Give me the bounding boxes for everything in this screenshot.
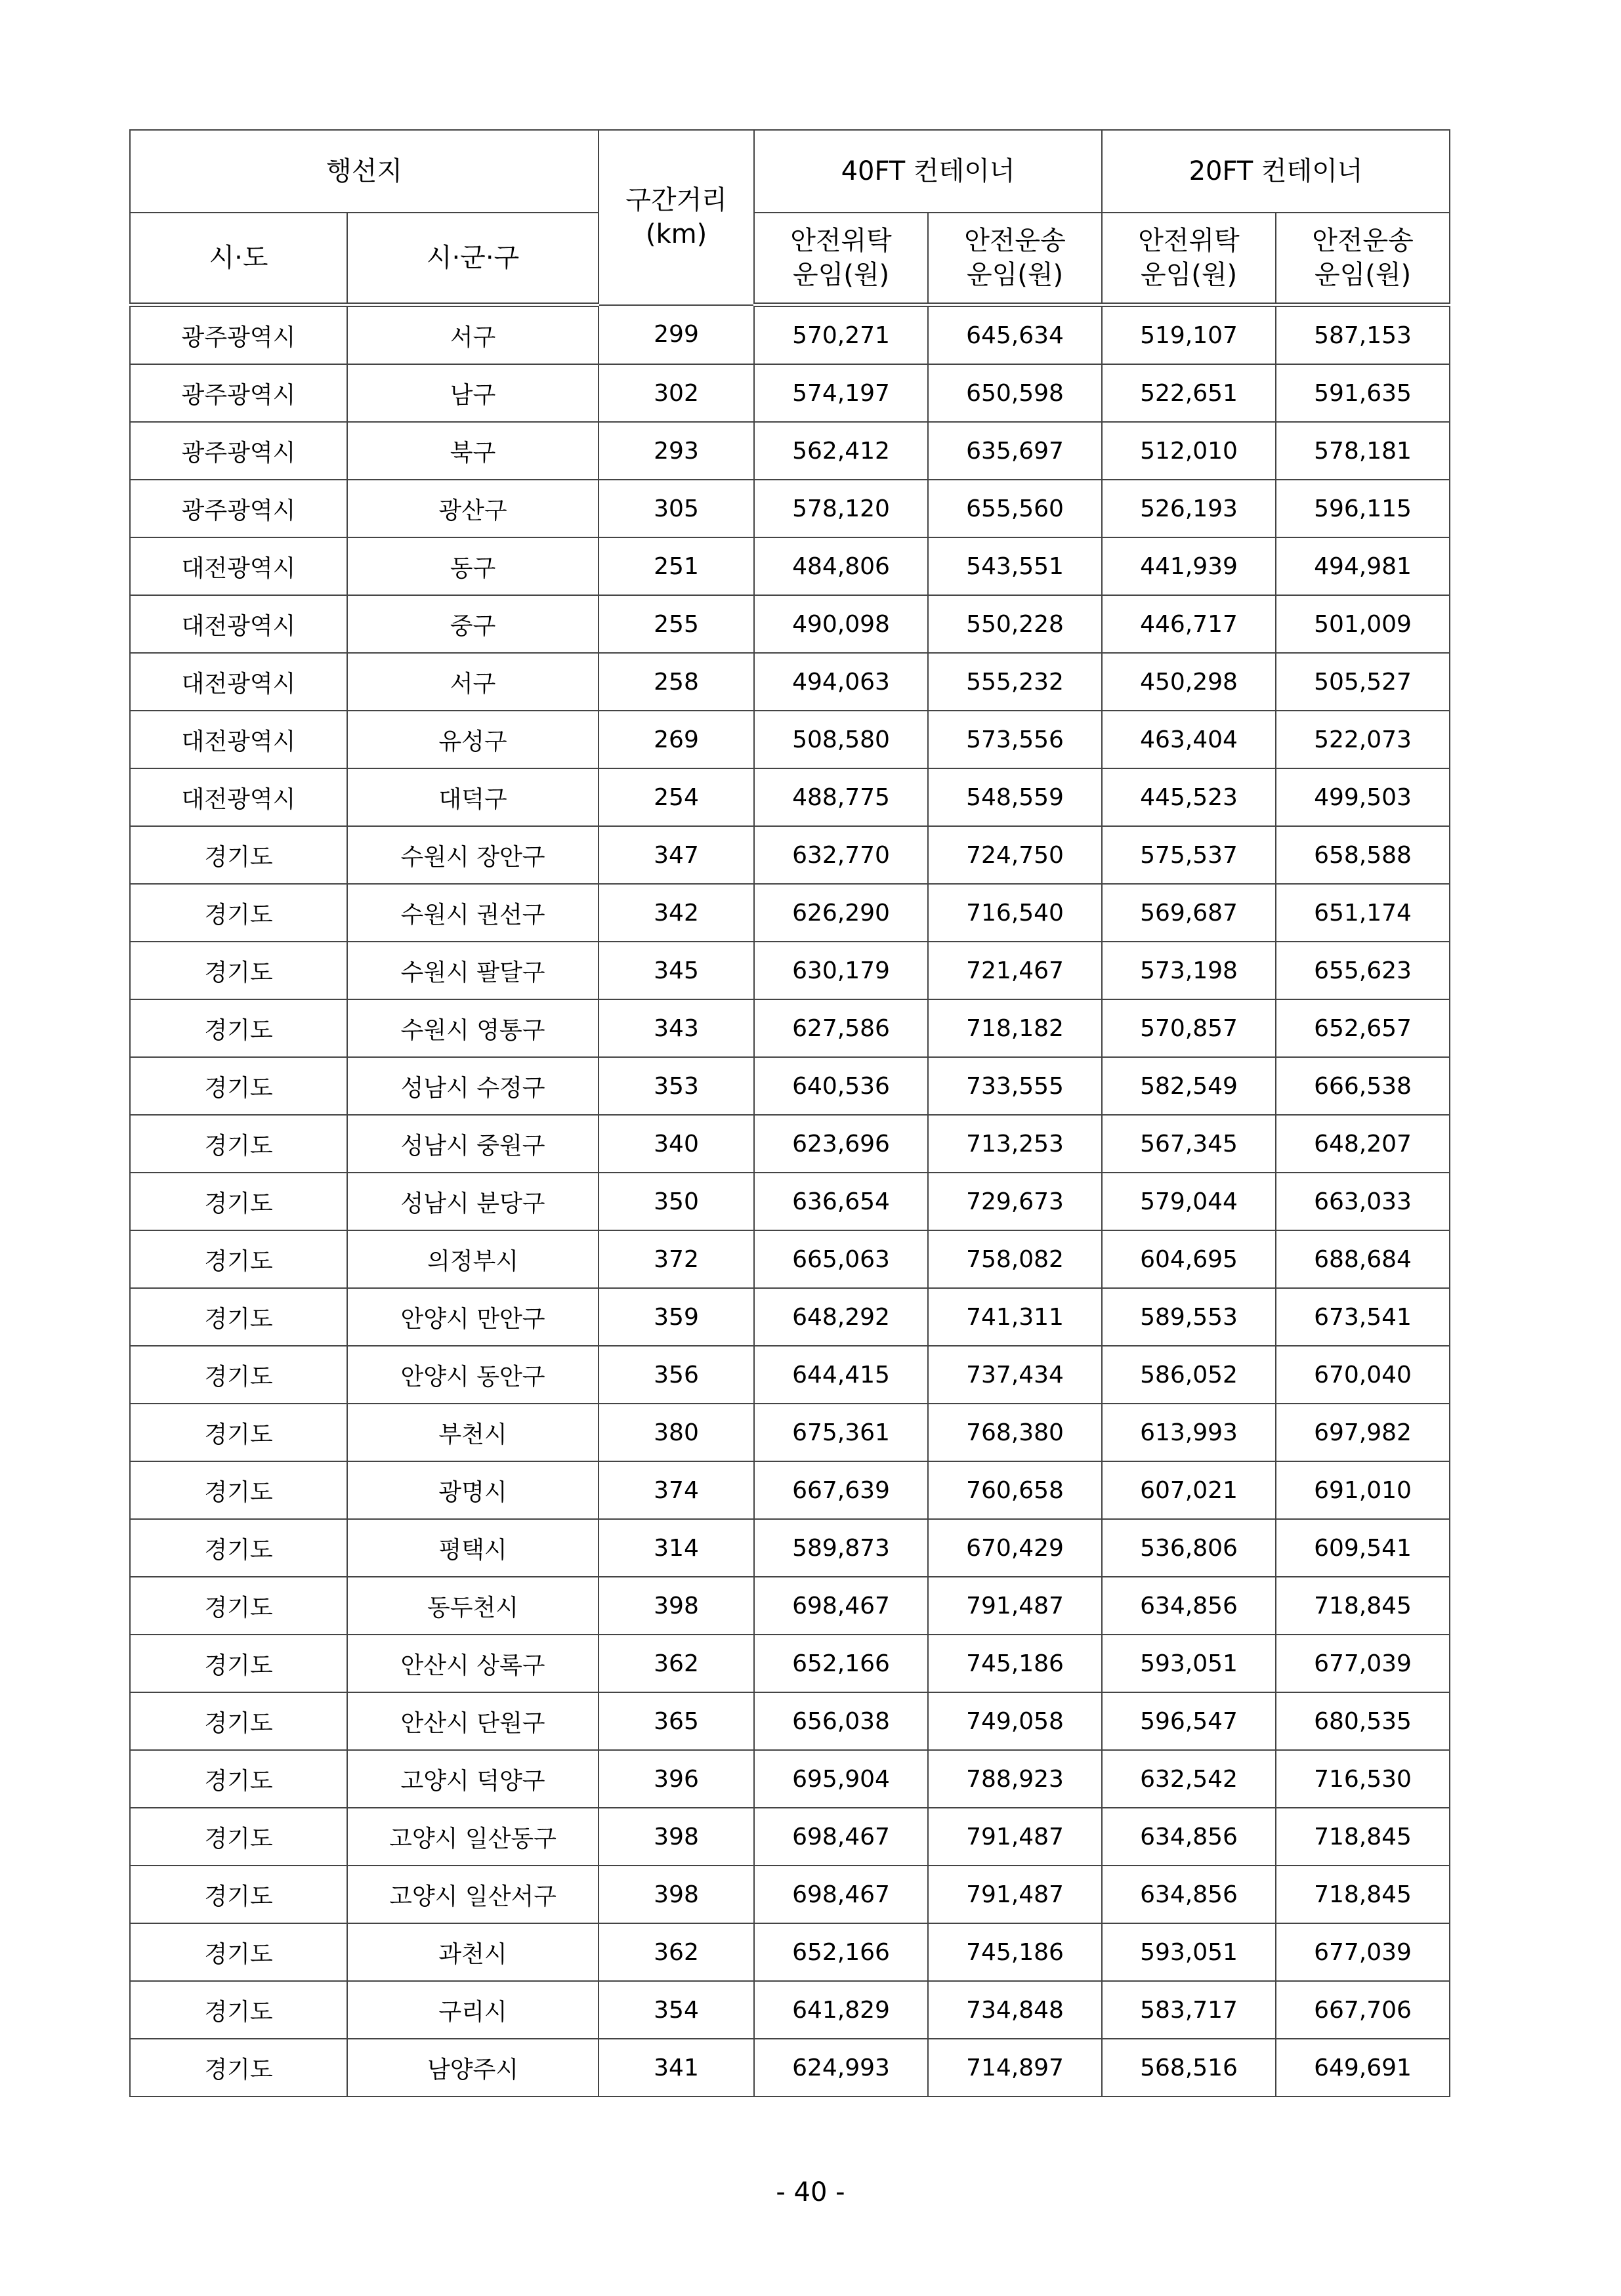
cell-20ft-transport-rate: 505,527: [1276, 653, 1450, 711]
cell-distance: 342: [599, 884, 754, 942]
cell-20ft-transport-rate: 658,588: [1276, 826, 1450, 884]
cell-40ft-transport-rate: 788,923: [928, 1750, 1102, 1808]
cell-sido: 경기도: [130, 942, 347, 999]
cell-40ft-consign-rate: 488,775: [754, 768, 928, 826]
cell-20ft-transport-rate: 591,635: [1276, 364, 1450, 422]
cell-20ft-transport-rate: 587,153: [1276, 305, 1450, 365]
cell-sigungu: 동두천시: [347, 1577, 599, 1635]
table-row: [130, 305, 1450, 365]
cell-sido: 대전광역시: [130, 711, 347, 768]
cell-20ft-transport-rate: 648,207: [1276, 1115, 1450, 1173]
cell-20ft-consign-rate: 632,542: [1102, 1750, 1276, 1808]
cell-40ft-consign-rate: 490,098: [754, 595, 928, 653]
cell-40ft-transport-rate: 729,673: [928, 1173, 1102, 1230]
cell-40ft-consign-rate: 652,166: [754, 1923, 928, 1981]
cell-sido: 대전광역시: [130, 768, 347, 826]
header-40ft-consign-rate: [754, 213, 928, 305]
cell-distance: 380: [599, 1404, 754, 1461]
cell-distance: 350: [599, 1173, 754, 1230]
cell-sigungu: 수원시 영통구: [347, 999, 599, 1057]
cell-20ft-transport-rate: 667,706: [1276, 1981, 1450, 2039]
cell-40ft-transport-rate: 741,311: [928, 1288, 1102, 1346]
cell-distance: 293: [599, 422, 754, 480]
cell-20ft-consign-rate: 536,806: [1102, 1519, 1276, 1577]
cell-20ft-transport-rate: 680,535: [1276, 1692, 1450, 1750]
page-number: - 40 -: [776, 2177, 845, 2207]
cell-sido: 경기도: [130, 1692, 347, 1750]
cell-sigungu: 고양시 일산동구: [347, 1808, 599, 1866]
cell-sido: 경기도: [130, 1981, 347, 2039]
cell-40ft-consign-rate: 641,829: [754, 1981, 928, 2039]
table-row: [130, 1288, 1450, 1346]
cell-20ft-consign-rate: 634,856: [1102, 1577, 1276, 1635]
cell-distance: 362: [599, 1923, 754, 1981]
table-row: [130, 1173, 1450, 1230]
cell-sigungu: 대덕구: [347, 768, 599, 826]
table-row: [130, 537, 1450, 595]
cell-40ft-transport-rate: 768,380: [928, 1404, 1102, 1461]
cell-distance: 398: [599, 1577, 754, 1635]
cell-20ft-transport-rate: 677,039: [1276, 1923, 1450, 1981]
cell-20ft-transport-rate: 718,845: [1276, 1808, 1450, 1866]
cell-20ft-transport-rate: 651,174: [1276, 884, 1450, 942]
header-label: 안전운송: [964, 226, 1066, 256]
cell-sido: 경기도: [130, 1808, 347, 1866]
cell-sigungu: 고양시 일산서구: [347, 1866, 599, 1923]
header-label: 운임(원): [1314, 260, 1412, 290]
cell-sido: 경기도: [130, 1577, 347, 1635]
table-header: [130, 130, 1450, 305]
cell-distance: 340: [599, 1115, 754, 1173]
cell-40ft-consign-rate: 675,361: [754, 1404, 928, 1461]
cell-40ft-transport-rate: 749,058: [928, 1692, 1102, 1750]
cell-40ft-transport-rate: 645,634: [928, 305, 1102, 365]
cell-40ft-transport-rate: 724,750: [928, 826, 1102, 884]
cell-sigungu: 안산시 상록구: [347, 1635, 599, 1692]
cell-20ft-consign-rate: 570,857: [1102, 999, 1276, 1057]
table-row: [130, 1577, 1450, 1635]
header-sido: 시·도: [130, 213, 347, 305]
cell-sigungu: 수원시 권선구: [347, 884, 599, 942]
cell-distance: 374: [599, 1461, 754, 1519]
cell-20ft-consign-rate: 522,651: [1102, 364, 1276, 422]
cell-40ft-transport-rate: 745,186: [928, 1635, 1102, 1692]
cell-distance: 345: [599, 942, 754, 999]
cell-sigungu: 구리시: [347, 1981, 599, 2039]
cell-sigungu: 부천시: [347, 1404, 599, 1461]
cell-40ft-consign-rate: 484,806: [754, 537, 928, 595]
cell-40ft-consign-rate: 698,467: [754, 1808, 928, 1866]
header-20ft-container: 20FT 컨테이너: [1102, 130, 1450, 213]
freight-rate-table: [129, 129, 1450, 2097]
header-label: 안전운송: [1312, 226, 1414, 256]
cell-distance: 398: [599, 1866, 754, 1923]
cell-sido: 경기도: [130, 1866, 347, 1923]
cell-40ft-transport-rate: 733,555: [928, 1057, 1102, 1115]
table-row: [130, 1750, 1450, 1808]
cell-20ft-transport-rate: 688,684: [1276, 1230, 1450, 1288]
cell-20ft-transport-rate: 578,181: [1276, 422, 1450, 480]
header-distance-unit: (km): [645, 219, 707, 250]
cell-distance: 258: [599, 653, 754, 711]
table-row: [130, 768, 1450, 826]
table-row: [130, 999, 1450, 1057]
cell-sido: 광주광역시: [130, 305, 347, 365]
cell-40ft-transport-rate: 714,897: [928, 2039, 1102, 2097]
cell-sigungu: 안산시 단원구: [347, 1692, 599, 1750]
cell-distance: 255: [599, 595, 754, 653]
cell-sido: 대전광역시: [130, 595, 347, 653]
cell-20ft-consign-rate: 579,044: [1102, 1173, 1276, 1230]
cell-sigungu: 광명시: [347, 1461, 599, 1519]
cell-40ft-transport-rate: 555,232: [928, 653, 1102, 711]
cell-sigungu: 서구: [347, 653, 599, 711]
cell-40ft-consign-rate: 624,993: [754, 2039, 928, 2097]
cell-sigungu: 유성구: [347, 711, 599, 768]
cell-20ft-transport-rate: 718,845: [1276, 1577, 1450, 1635]
cell-40ft-transport-rate: 737,434: [928, 1346, 1102, 1404]
cell-20ft-transport-rate: 522,073: [1276, 711, 1450, 768]
cell-sigungu: 북구: [347, 422, 599, 480]
header-distance-label: 구간거리: [625, 185, 727, 216]
table-row: [130, 1230, 1450, 1288]
cell-distance: 314: [599, 1519, 754, 1577]
cell-sido: 경기도: [130, 1057, 347, 1115]
cell-20ft-consign-rate: 582,549: [1102, 1057, 1276, 1115]
cell-sido: 대전광역시: [130, 537, 347, 595]
cell-sido: 경기도: [130, 884, 347, 942]
cell-sigungu: 성남시 분당구: [347, 1173, 599, 1230]
cell-40ft-transport-rate: 650,598: [928, 364, 1102, 422]
table-row: [130, 2039, 1450, 2097]
header-label: 안전위탁: [790, 226, 892, 256]
cell-20ft-consign-rate: 604,695: [1102, 1230, 1276, 1288]
cell-20ft-consign-rate: 593,051: [1102, 1923, 1276, 1981]
cell-40ft-consign-rate: 667,639: [754, 1461, 928, 1519]
cell-sigungu: 광산구: [347, 480, 599, 537]
table-row: [130, 1057, 1450, 1115]
cell-sigungu: 안양시 동안구: [347, 1346, 599, 1404]
cell-sido: 경기도: [130, 1288, 347, 1346]
cell-distance: 305: [599, 480, 754, 537]
table-row: [130, 1923, 1450, 1981]
cell-20ft-consign-rate: 450,298: [1102, 653, 1276, 711]
cell-sigungu: 서구: [347, 305, 599, 365]
cell-20ft-consign-rate: 445,523: [1102, 768, 1276, 826]
cell-distance: 269: [599, 711, 754, 768]
cell-20ft-consign-rate: 613,993: [1102, 1404, 1276, 1461]
cell-20ft-transport-rate: 649,691: [1276, 2039, 1450, 2097]
cell-sido: 경기도: [130, 1635, 347, 1692]
cell-distance: 365: [599, 1692, 754, 1750]
cell-20ft-transport-rate: 670,040: [1276, 1346, 1450, 1404]
cell-20ft-consign-rate: 526,193: [1102, 480, 1276, 537]
table-row: [130, 1115, 1450, 1173]
cell-40ft-transport-rate: 716,540: [928, 884, 1102, 942]
cell-distance: 254: [599, 768, 754, 826]
cell-20ft-transport-rate: 652,657: [1276, 999, 1450, 1057]
cell-sigungu: 동구: [347, 537, 599, 595]
cell-distance: 302: [599, 364, 754, 422]
cell-40ft-transport-rate: 734,848: [928, 1981, 1102, 2039]
cell-distance: 359: [599, 1288, 754, 1346]
cell-40ft-transport-rate: 745,186: [928, 1923, 1102, 1981]
cell-20ft-consign-rate: 512,010: [1102, 422, 1276, 480]
cell-20ft-transport-rate: 596,115: [1276, 480, 1450, 537]
cell-40ft-consign-rate: 652,166: [754, 1635, 928, 1692]
table-row: [130, 364, 1450, 422]
cell-40ft-transport-rate: 713,253: [928, 1115, 1102, 1173]
header-label: 안전위탁: [1138, 226, 1240, 256]
cell-20ft-transport-rate: 663,033: [1276, 1173, 1450, 1230]
cell-20ft-consign-rate: 567,345: [1102, 1115, 1276, 1173]
cell-sigungu: 평택시: [347, 1519, 599, 1577]
cell-sido: 경기도: [130, 2039, 347, 2097]
cell-40ft-transport-rate: 548,559: [928, 768, 1102, 826]
table-row: [130, 1461, 1450, 1519]
cell-sido: 경기도: [130, 1404, 347, 1461]
cell-40ft-transport-rate: 635,697: [928, 422, 1102, 480]
cell-40ft-consign-rate: 636,654: [754, 1173, 928, 1230]
cell-40ft-consign-rate: 627,586: [754, 999, 928, 1057]
cell-sido: 경기도: [130, 1173, 347, 1230]
header-40ft-transport-rate: [928, 213, 1102, 305]
header-region: 행선지: [130, 130, 599, 213]
cell-20ft-transport-rate: 697,982: [1276, 1404, 1450, 1461]
cell-distance: 398: [599, 1808, 754, 1866]
cell-sigungu: 의정부시: [347, 1230, 599, 1288]
cell-40ft-consign-rate: 698,467: [754, 1866, 928, 1923]
header-label: 운임(원): [966, 260, 1064, 290]
table-row: [130, 1635, 1450, 1692]
cell-20ft-consign-rate: 568,516: [1102, 2039, 1276, 2097]
cell-distance: 341: [599, 2039, 754, 2097]
cell-20ft-consign-rate: 573,198: [1102, 942, 1276, 999]
cell-sido: 경기도: [130, 1519, 347, 1577]
header-distance: [599, 130, 754, 305]
cell-20ft-consign-rate: 607,021: [1102, 1461, 1276, 1519]
cell-20ft-transport-rate: 655,623: [1276, 942, 1450, 999]
cell-40ft-consign-rate: 626,290: [754, 884, 928, 942]
table-row: [130, 1519, 1450, 1577]
cell-40ft-consign-rate: 640,536: [754, 1057, 928, 1115]
cell-20ft-consign-rate: 586,052: [1102, 1346, 1276, 1404]
cell-40ft-transport-rate: 758,082: [928, 1230, 1102, 1288]
cell-sigungu: 남구: [347, 364, 599, 422]
table-row: [130, 422, 1450, 480]
header-label: 운임(원): [792, 260, 890, 290]
cell-40ft-consign-rate: 494,063: [754, 653, 928, 711]
table-row: [130, 653, 1450, 711]
cell-distance: 251: [599, 537, 754, 595]
cell-distance: 343: [599, 999, 754, 1057]
cell-40ft-transport-rate: 550,228: [928, 595, 1102, 653]
cell-sido: 경기도: [130, 1750, 347, 1808]
cell-sido: 경기도: [130, 1461, 347, 1519]
cell-distance: 362: [599, 1635, 754, 1692]
cell-sido: 경기도: [130, 1346, 347, 1404]
cell-20ft-consign-rate: 569,687: [1102, 884, 1276, 942]
cell-20ft-consign-rate: 593,051: [1102, 1635, 1276, 1692]
cell-distance: 353: [599, 1057, 754, 1115]
table-body: [130, 305, 1450, 2097]
cell-40ft-transport-rate: 543,551: [928, 537, 1102, 595]
cell-40ft-consign-rate: 570,271: [754, 305, 928, 365]
cell-40ft-consign-rate: 695,904: [754, 1750, 928, 1808]
header-label: 운임(원): [1140, 260, 1238, 290]
cell-40ft-consign-rate: 574,197: [754, 364, 928, 422]
cell-distance: 356: [599, 1346, 754, 1404]
cell-20ft-consign-rate: 634,856: [1102, 1866, 1276, 1923]
cell-40ft-consign-rate: 656,038: [754, 1692, 928, 1750]
cell-20ft-consign-rate: 634,856: [1102, 1808, 1276, 1866]
cell-sigungu: 성남시 중원구: [347, 1115, 599, 1173]
cell-sigungu: 중구: [347, 595, 599, 653]
table-row: [130, 711, 1450, 768]
cell-20ft-transport-rate: 716,530: [1276, 1750, 1450, 1808]
cell-40ft-consign-rate: 623,696: [754, 1115, 928, 1173]
table-row: [130, 1692, 1450, 1750]
cell-sido: 광주광역시: [130, 364, 347, 422]
cell-sido: 광주광역시: [130, 422, 347, 480]
table-row: [130, 1866, 1450, 1923]
cell-20ft-consign-rate: 446,717: [1102, 595, 1276, 653]
cell-40ft-consign-rate: 632,770: [754, 826, 928, 884]
cell-sigungu: 안양시 만안구: [347, 1288, 599, 1346]
cell-40ft-transport-rate: 791,487: [928, 1866, 1102, 1923]
cell-20ft-transport-rate: 691,010: [1276, 1461, 1450, 1519]
cell-distance: 299: [599, 305, 754, 365]
header-40ft-container: 40FT 컨테이너: [754, 130, 1102, 213]
cell-sigungu: 성남시 수정구: [347, 1057, 599, 1115]
cell-40ft-transport-rate: 721,467: [928, 942, 1102, 999]
cell-40ft-transport-rate: 573,556: [928, 711, 1102, 768]
cell-20ft-transport-rate: 666,538: [1276, 1057, 1450, 1115]
cell-20ft-transport-rate: 718,845: [1276, 1866, 1450, 1923]
table-row: [130, 1404, 1450, 1461]
cell-40ft-transport-rate: 791,487: [928, 1577, 1102, 1635]
cell-20ft-transport-rate: 677,039: [1276, 1635, 1450, 1692]
cell-20ft-consign-rate: 596,547: [1102, 1692, 1276, 1750]
header-20ft-consign-rate: [1102, 213, 1276, 305]
cell-20ft-consign-rate: 583,717: [1102, 1981, 1276, 2039]
cell-40ft-consign-rate: 648,292: [754, 1288, 928, 1346]
cell-40ft-transport-rate: 718,182: [928, 999, 1102, 1057]
cell-40ft-consign-rate: 508,580: [754, 711, 928, 768]
cell-sido: 경기도: [130, 1115, 347, 1173]
cell-sido: 경기도: [130, 1923, 347, 1981]
cell-40ft-consign-rate: 698,467: [754, 1577, 928, 1635]
cell-sigungu: 과천시: [347, 1923, 599, 1981]
cell-sido: 대전광역시: [130, 653, 347, 711]
cell-sido: 경기도: [130, 999, 347, 1057]
cell-distance: 372: [599, 1230, 754, 1288]
cell-40ft-transport-rate: 655,560: [928, 480, 1102, 537]
table-row: [130, 480, 1450, 537]
cell-20ft-transport-rate: 499,503: [1276, 768, 1450, 826]
table-row: [130, 1981, 1450, 2039]
cell-distance: 354: [599, 1981, 754, 2039]
header-20ft-transport-rate: [1276, 213, 1450, 305]
cell-20ft-transport-rate: 609,541: [1276, 1519, 1450, 1577]
table-row: [130, 1346, 1450, 1404]
table-row: [130, 595, 1450, 653]
cell-40ft-transport-rate: 760,658: [928, 1461, 1102, 1519]
cell-sigungu: 남양주시: [347, 2039, 599, 2097]
cell-sido: 광주광역시: [130, 480, 347, 537]
cell-40ft-consign-rate: 644,415: [754, 1346, 928, 1404]
cell-sido: 경기도: [130, 826, 347, 884]
table-row: [130, 884, 1450, 942]
cell-20ft-consign-rate: 575,537: [1102, 826, 1276, 884]
cell-40ft-consign-rate: 562,412: [754, 422, 928, 480]
table-row: [130, 942, 1450, 999]
cell-20ft-consign-rate: 441,939: [1102, 537, 1276, 595]
header-sigungu: 시·군·구: [347, 213, 599, 305]
cell-40ft-transport-rate: 791,487: [928, 1808, 1102, 1866]
cell-sigungu: 수원시 장안구: [347, 826, 599, 884]
cell-40ft-transport-rate: 670,429: [928, 1519, 1102, 1577]
cell-20ft-consign-rate: 589,553: [1102, 1288, 1276, 1346]
cell-20ft-transport-rate: 673,541: [1276, 1288, 1450, 1346]
cell-20ft-transport-rate: 501,009: [1276, 595, 1450, 653]
cell-40ft-consign-rate: 578,120: [754, 480, 928, 537]
cell-40ft-consign-rate: 630,179: [754, 942, 928, 999]
cell-40ft-consign-rate: 589,873: [754, 1519, 928, 1577]
cell-20ft-consign-rate: 519,107: [1102, 305, 1276, 365]
cell-sido: 경기도: [130, 1230, 347, 1288]
cell-distance: 347: [599, 826, 754, 884]
cell-sigungu: 고양시 덕양구: [347, 1750, 599, 1808]
cell-20ft-transport-rate: 494,981: [1276, 537, 1450, 595]
table-row: [130, 826, 1450, 884]
cell-distance: 396: [599, 1750, 754, 1808]
cell-40ft-consign-rate: 665,063: [754, 1230, 928, 1288]
cell-20ft-consign-rate: 463,404: [1102, 711, 1276, 768]
table-row: [130, 1808, 1450, 1866]
cell-sigungu: 수원시 팔달구: [347, 942, 599, 999]
